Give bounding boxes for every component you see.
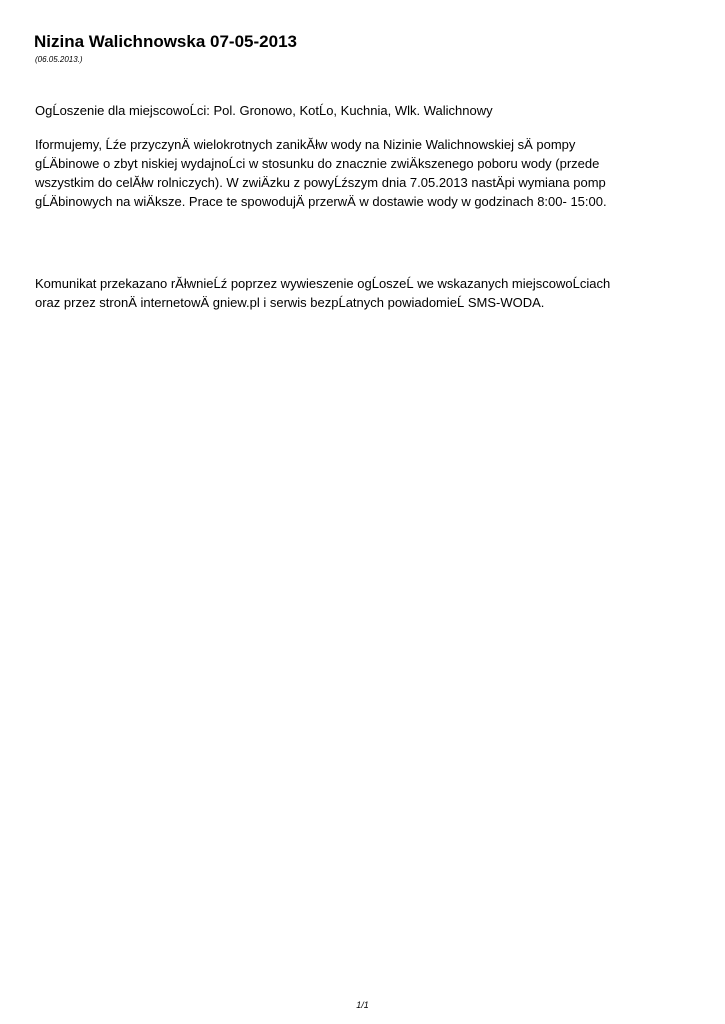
paragraph-line: Iformujemy, Ĺźe przyczynÄ wielokrotnych zanikĂłw wody na Nizinie Walichnowskiej sÄ pompy (35, 137, 576, 152)
communication-paragraph (35, 274, 695, 312)
document-title: Nizina Walichnowska 07-05-2013 (34, 32, 297, 51)
announcement-paragraph (35, 101, 695, 120)
document-date: (06.05.2013.) (35, 55, 83, 64)
paragraph-line: wszystkim do celĂłw rolniczych). W zwiÄzku z powyĹźszym dnia 7.05.2013 nastÄpi wymiana pomp (35, 175, 606, 190)
paragraph-line: oraz przez stronÄ internetowÄ gniew.pl i serwis bezpĹatnych powiadomieĹ SMS-WODA. (35, 295, 545, 310)
page-number: 1/1 (356, 1000, 369, 1010)
paragraph-line: Komunikat przekazano rĂłwnieĹź poprzez wywieszenie ogĹoszeĹ we wskazanych miejscowoĹciach (35, 276, 611, 291)
paragraph-line: OgĹoszenie dla miejscowoĹci: Pol. Gronowo, KotĹo, Kuchnia, Wlk. Walichnowy (35, 103, 493, 118)
paragraph-line: gĹÄbinowe o zbyt niskiej wydajnoĹci w stosunku do znacznie zwiÄkszenego poboru wody (przede (35, 156, 600, 171)
information-paragraph (35, 135, 695, 211)
paragraph-line: gĹÄbinowych na wiÄksze. Prace te spowodujÄ przerwÄ w dostawie wody w godzinach 8:00- 15:00. (35, 194, 607, 209)
